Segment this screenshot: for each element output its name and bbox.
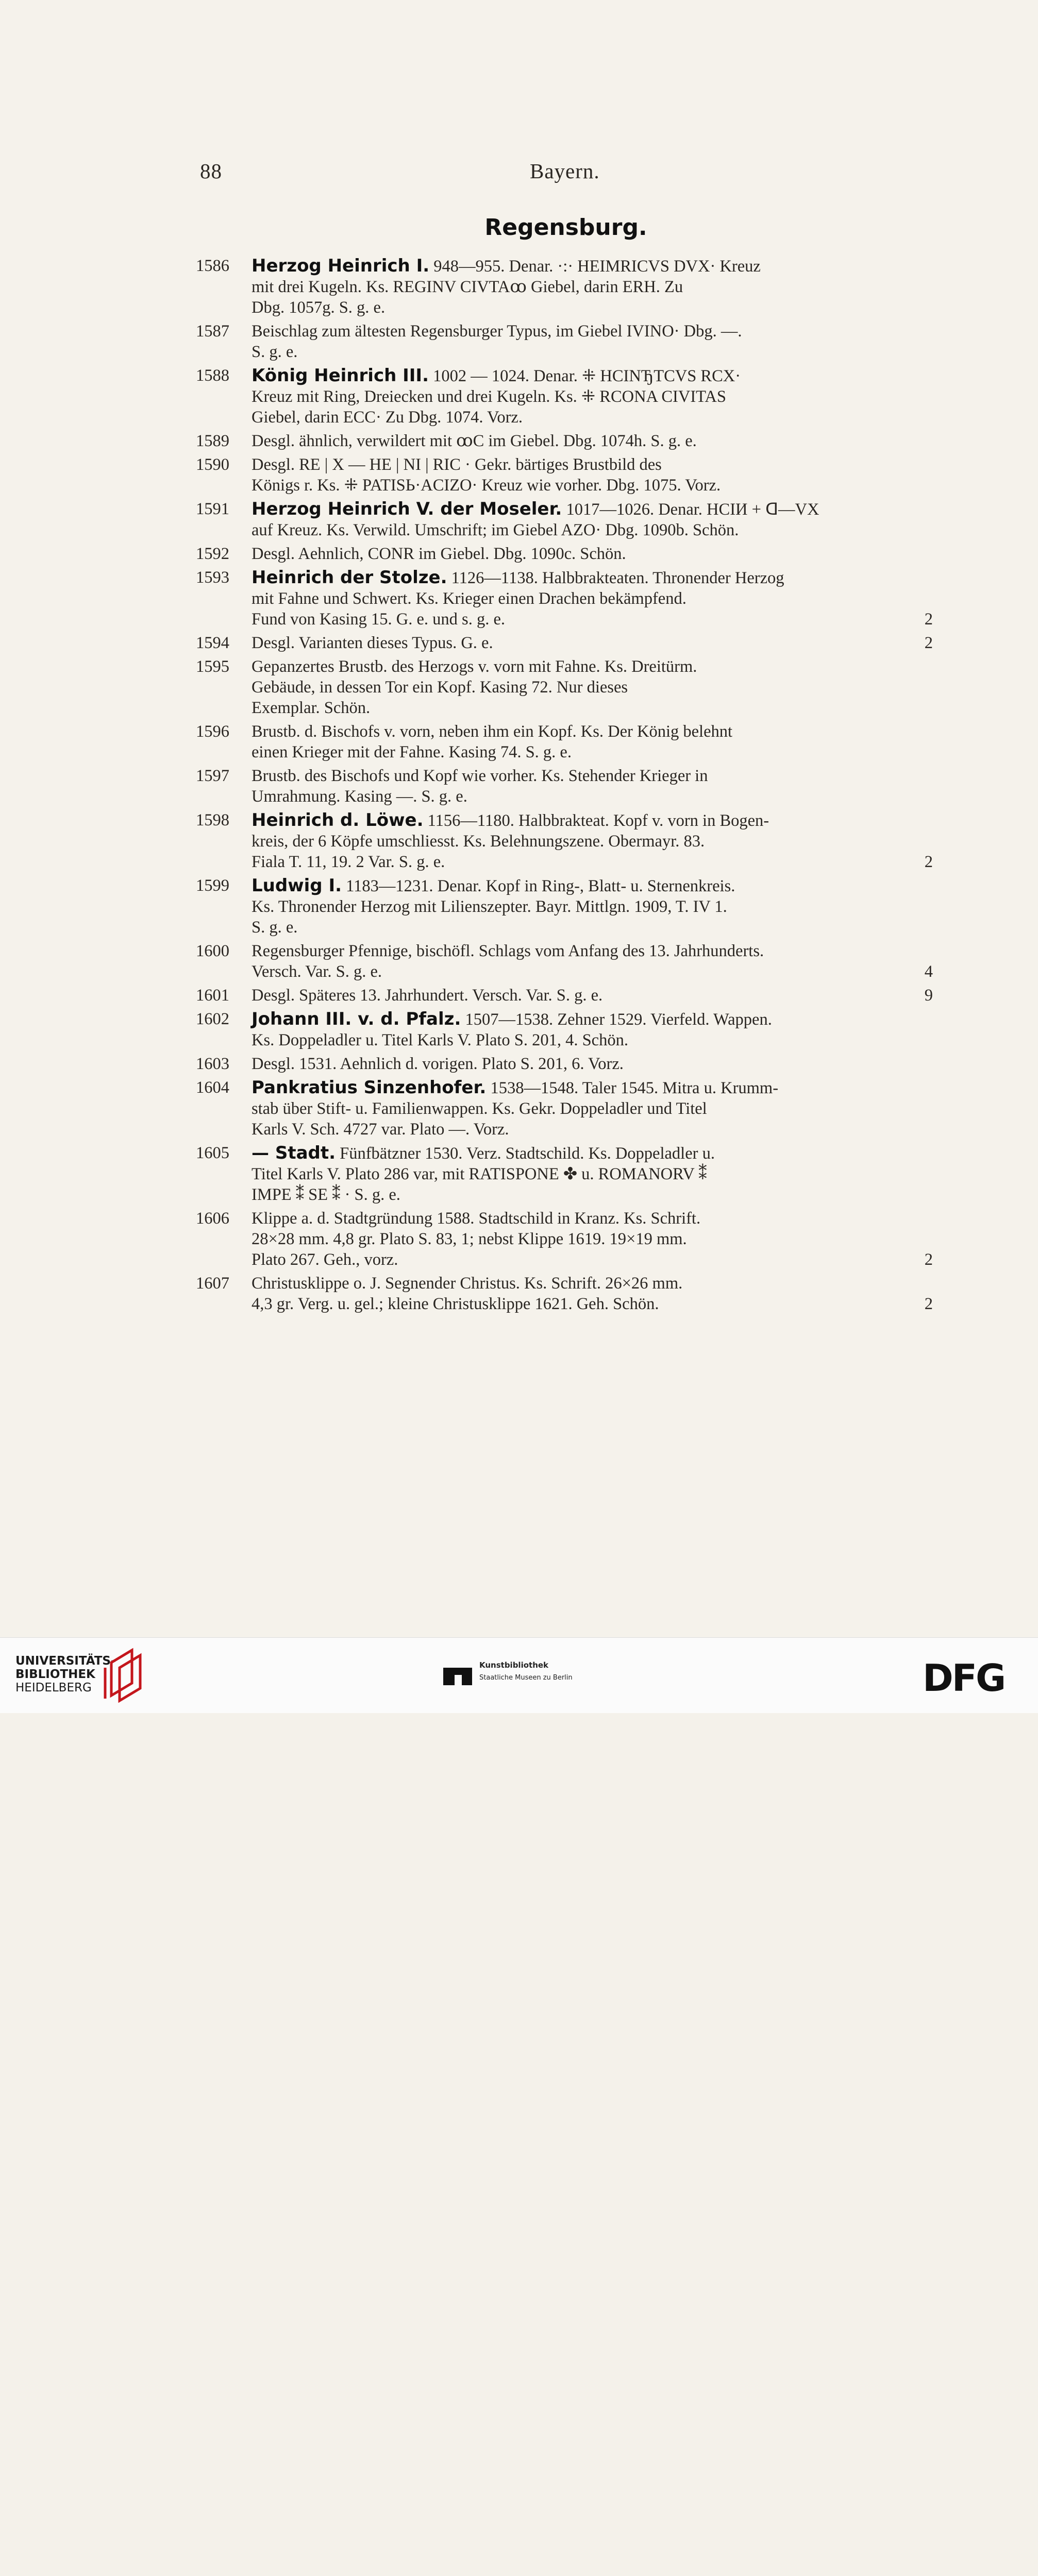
entry-line bbox=[252, 766, 933, 786]
entry-line bbox=[252, 277, 933, 297]
entry-ruler-name: Herzog Heinrich V. der Moseler. bbox=[252, 499, 562, 519]
entry-number: 1603 bbox=[196, 1055, 229, 1073]
catalogue-entry bbox=[196, 1273, 933, 1314]
entry-line bbox=[252, 677, 933, 698]
entry-quantity: 2 bbox=[924, 1250, 933, 1269]
entry-number: 1602 bbox=[196, 1010, 229, 1028]
entry-text: IMPE ⁑ SE ⁑ · S. g. e. bbox=[252, 1185, 400, 1204]
entry-line bbox=[252, 431, 933, 451]
kunstbibliothek-logo-icon bbox=[443, 1664, 472, 1688]
entry-line bbox=[252, 1119, 933, 1140]
entry-line bbox=[252, 256, 933, 277]
catalogue-entry bbox=[196, 365, 933, 428]
entry-number: 1597 bbox=[196, 767, 229, 785]
catalogue-entry bbox=[196, 766, 933, 807]
entry-text: Desgl. ähnlich, verwildert mit ꝏC im Giebel. Dbg. 1074h. S. g. e. bbox=[252, 432, 697, 450]
entry-quantity: 2 bbox=[924, 1295, 933, 1313]
entry-text: Versch. Var. S. g. e. bbox=[252, 962, 382, 981]
entry-line bbox=[252, 1229, 933, 1249]
entry-text: Giebel, darin ECC· Zu Dbg. 1074. Vorz. bbox=[252, 408, 523, 427]
catalogue-entries bbox=[196, 256, 933, 1317]
entry-line bbox=[252, 1098, 933, 1119]
catalogue-entry bbox=[196, 544, 933, 564]
catalogue-entry bbox=[196, 656, 933, 718]
entry-line bbox=[252, 985, 933, 1006]
page-number: 88 bbox=[200, 159, 222, 183]
entry-text: auf Kreuz. Ks. Verwild. Umschrift; im Giebel AZO· Dbg. 1090b. Schön. bbox=[252, 521, 739, 539]
entry-line bbox=[252, 365, 933, 386]
entry-text: Gepanzertes Brustb. des Herzogs v. vorn mit Fahne. Ks. Dreitürm. bbox=[252, 657, 697, 676]
entry-text: Brustb. des Bischofs und Kopf wie vorher. Ks. Stehender Krieger in bbox=[252, 767, 708, 785]
entry-text: Beischlag zum ältesten Regensburger Typus, im Giebel IVINO· Dbg. —. bbox=[252, 322, 742, 341]
kunstbibliothek-label bbox=[479, 1660, 573, 1682]
entry-text: Desgl. Varianten dieses Typus. G. e. bbox=[252, 634, 493, 652]
entry-text: stab über Stift- u. Familienwappen. Ks. Gekr. Doppeladler und Titel bbox=[252, 1099, 707, 1118]
entry-text: Königs r. Ks. ⁜ PATISЬ·ACIZO· Kreuz wie vorher. Dbg. 1075. Vorz. bbox=[252, 476, 721, 495]
catalogue-entry bbox=[196, 567, 933, 630]
entry-text: Fünfbätzner 1530. Verz. Stadtschild. Ks. Doppeladler u. bbox=[340, 1144, 715, 1163]
entry-text: 4,3 gr. Verg. u. gel.; kleine Christusklippe 1621. Geh. Schön. bbox=[252, 1295, 659, 1313]
entry-quantity: 9 bbox=[924, 986, 933, 1005]
entry-text: mit drei Kugeln. Ks. REGINV CIVTAꝏ Giebel, darin ERH. Zu bbox=[252, 278, 683, 296]
catalogue-entry bbox=[196, 941, 933, 982]
entry-line bbox=[252, 1249, 933, 1270]
entry-line bbox=[252, 1054, 933, 1074]
entry-line bbox=[252, 1143, 933, 1164]
entry-line bbox=[252, 1030, 933, 1050]
dfg-logo: DFG bbox=[923, 1656, 1005, 1700]
entry-text: 28×28 mm. 4,8 gr. Plato S. 83, 1; nebst Klippe 1619. 19×19 mm. bbox=[252, 1230, 687, 1248]
entry-number: 1601 bbox=[196, 986, 229, 1005]
entry-line bbox=[252, 852, 933, 872]
entry-line bbox=[252, 1208, 933, 1229]
entry-ruler-name: Johann III. v. d. Pfalz. bbox=[252, 1009, 461, 1029]
entry-ruler-name: Pankratius Sinzenhofer. bbox=[252, 1077, 487, 1098]
entry-text: mit Fahne und Schwert. Ks. Krieger einen Drachen bekämpfend. bbox=[252, 589, 687, 608]
entry-number: 1606 bbox=[196, 1209, 229, 1228]
entry-number: 1607 bbox=[196, 1274, 229, 1293]
entry-number: 1593 bbox=[196, 568, 229, 587]
entry-line bbox=[252, 917, 933, 938]
entry-text: 1017—1026. Denar. HCIИ + ᗡ—VX bbox=[566, 500, 819, 519]
entry-line bbox=[252, 1184, 933, 1205]
entry-line bbox=[252, 875, 933, 896]
entry-text: Fund von Kasing 15. G. e. und s. g. e. bbox=[252, 610, 505, 629]
catalogue-entry bbox=[196, 721, 933, 762]
entry-text: 1183—1231. Denar. Kopf in Ring-, Blatt- u. Sternenkreis. bbox=[346, 877, 735, 895]
entry-line bbox=[252, 961, 933, 982]
entry-line bbox=[252, 742, 933, 762]
library-line: BIBLIOTHEK bbox=[15, 1668, 95, 1681]
entry-line bbox=[252, 407, 933, 428]
entry-text: Kreuz mit Ring, Dreiecken und drei Kugeln. Ks. ⁜ RCONA CIVITAS bbox=[252, 387, 726, 406]
entry-text: Titel Karls V. Plato 286 var, mit RATISPONE ✤ u. ROMANORV ⁑ bbox=[252, 1165, 707, 1183]
library-line: HEIDELBERG bbox=[15, 1681, 92, 1694]
entry-line bbox=[252, 1273, 933, 1294]
entry-number: 1604 bbox=[196, 1078, 229, 1097]
entry-line bbox=[252, 544, 933, 564]
catalogue-entry bbox=[196, 321, 933, 362]
entry-number: 1596 bbox=[196, 722, 229, 741]
entry-quantity: 2 bbox=[924, 634, 933, 652]
catalogue-entry bbox=[196, 633, 933, 653]
entry-text: Gebäude, in dessen Tor ein Kopf. Kasing 72. Nur dieses bbox=[252, 678, 628, 697]
kunstbibliothek-name: Kunstbibliothek bbox=[479, 1660, 549, 1670]
entry-text: 1507—1538. Zehner 1529. Vierfeld. Wappen. bbox=[465, 1010, 772, 1029]
entry-text: Desgl. 1531. Aehnlich d. vorigen. Plato S. 201, 6. Vorz. bbox=[252, 1055, 624, 1073]
catalogue-entry bbox=[196, 1208, 933, 1270]
entry-number: 1590 bbox=[196, 455, 229, 474]
entry-ruler-name: König Heinrich III. bbox=[252, 365, 429, 386]
entry-quantity: 2 bbox=[924, 610, 933, 629]
entry-quantity: 2 bbox=[924, 853, 933, 871]
entry-text: Dbg. 1057g. S. g. e. bbox=[252, 298, 386, 317]
catalogue-entry bbox=[196, 985, 933, 1006]
entry-line bbox=[252, 609, 933, 630]
entry-text: Desgl. Aehnlich, CONR im Giebel. Dbg. 1090c. Schön. bbox=[252, 545, 626, 563]
entry-line bbox=[252, 297, 933, 318]
entry-text: Christusklippe o. J. Segnender Christus. Ks. Schrift. 26×26 mm. bbox=[252, 1274, 683, 1293]
entry-line bbox=[252, 342, 933, 362]
running-head bbox=[200, 159, 932, 190]
entry-number: 1589 bbox=[196, 432, 229, 450]
catalogue-entry bbox=[196, 1009, 933, 1050]
entry-line bbox=[252, 941, 933, 961]
entry-text: Umrahmung. Kasing —. S. g. e. bbox=[252, 787, 467, 806]
catalogue-entry bbox=[196, 875, 933, 938]
entry-ruler-name: Ludwig I. bbox=[252, 875, 342, 896]
entry-text: 1156—1180. Halbbrakteat. Kopf v. vorn in Bogen- bbox=[427, 811, 769, 830]
entry-line bbox=[252, 499, 933, 520]
entry-quantity: 4 bbox=[924, 962, 933, 981]
entry-text: 1002 — 1024. Denar. ⁜ HCINЂTCVS RCX· bbox=[433, 367, 741, 385]
entry-number: 1594 bbox=[196, 634, 229, 652]
entry-text: Fiala T. 11, 19. 2 Var. S. g. e. bbox=[252, 853, 445, 871]
entry-text: 948—955. Denar. ·:· HEIMRICVS DVX· Kreuz bbox=[433, 257, 761, 276]
entry-text: Ks. Doppeladler u. Titel Karls V. Plato S. 201, 4. Schön. bbox=[252, 1031, 628, 1049]
entry-text: einen Krieger mit der Fahne. Kasing 74. S. g. e. bbox=[252, 743, 572, 761]
entry-line bbox=[252, 475, 933, 496]
entry-line bbox=[252, 810, 933, 831]
entry-text: 1126—1138. Halbbrakteaten. Thronender Herzog bbox=[451, 569, 784, 587]
museen-name: Staatliche Museen zu Berlin bbox=[479, 1674, 573, 1682]
entry-line bbox=[252, 386, 933, 407]
entry-line bbox=[252, 520, 933, 540]
entry-number: 1588 bbox=[196, 366, 229, 385]
entry-line bbox=[252, 786, 933, 807]
catalogue-entry bbox=[196, 431, 933, 451]
entry-text: Ks. Thronender Herzog mit Lilienszepter. Bayr. Mittlgn. 1909, T. IV 1. bbox=[252, 897, 727, 916]
footer-bar bbox=[0, 1637, 1038, 1713]
entry-text: Brustb. d. Bischofs v. vorn, neben ihm ein Kopf. Ks. Der König belehnt bbox=[252, 722, 733, 741]
entry-ruler-name: Herzog Heinrich I. bbox=[252, 256, 430, 276]
entry-text: Klippe a. d. Stadtgründung 1588. Stadtschild in Kranz. Ks. Schrift. bbox=[252, 1209, 701, 1228]
entry-text: Desgl. RE | X — HE | NI | RIC · Gekr. bärtiges Brustbild des bbox=[252, 455, 662, 474]
university-library-logo-icon bbox=[101, 1647, 146, 1703]
entry-text: Karls V. Sch. 4727 var. Plato —. Vorz. bbox=[252, 1120, 509, 1139]
entry-line bbox=[252, 454, 933, 475]
catalogue-entry bbox=[196, 256, 933, 318]
entry-text: S. g. e. bbox=[252, 343, 298, 361]
entry-number: 1586 bbox=[196, 257, 229, 275]
entry-line bbox=[252, 1294, 933, 1314]
catalogue-entry bbox=[196, 1143, 933, 1205]
entry-text: Exemplar. Schön. bbox=[252, 699, 371, 717]
entry-line bbox=[252, 588, 933, 609]
entry-number: 1591 bbox=[196, 500, 229, 518]
entry-number: 1599 bbox=[196, 876, 229, 895]
entry-line bbox=[252, 1164, 933, 1184]
entry-text: Plato 267. Geh., vorz. bbox=[252, 1250, 398, 1269]
entry-text: Desgl. Späteres 13. Jahrhundert. Versch. Var. S. g. e. bbox=[252, 986, 603, 1005]
entry-line bbox=[252, 567, 933, 588]
entry-number: 1592 bbox=[196, 545, 229, 563]
entry-line bbox=[252, 633, 933, 653]
entry-line bbox=[252, 1077, 933, 1098]
catalogue-entry bbox=[196, 810, 933, 872]
entry-line bbox=[252, 698, 933, 718]
entry-line bbox=[252, 721, 933, 742]
running-head-title: Bayern. bbox=[530, 159, 600, 183]
entry-line bbox=[252, 656, 933, 677]
catalogue-entry bbox=[196, 499, 933, 540]
entry-text: kreis, der 6 Köpfe umschliesst. Ks. Belehnungszene. Obermayr. 83. bbox=[252, 832, 705, 851]
catalogue-entry bbox=[196, 1054, 933, 1074]
entry-text: 1538—1548. Taler 1545. Mitra u. Krumm- bbox=[490, 1079, 779, 1097]
catalogue-entry bbox=[196, 1077, 933, 1140]
entry-ruler-name: Heinrich d. Löwe. bbox=[252, 810, 424, 831]
entry-line bbox=[252, 831, 933, 852]
entry-number: 1600 bbox=[196, 942, 229, 960]
catalogue-entry bbox=[196, 454, 933, 496]
entry-number: 1595 bbox=[196, 657, 229, 676]
entry-line bbox=[252, 896, 933, 917]
entry-line bbox=[252, 321, 933, 342]
library-line: UNIVERSITÄTS- bbox=[15, 1654, 116, 1668]
entry-ruler-name: Heinrich der Stolze. bbox=[252, 567, 447, 588]
section-title: Regensburg. bbox=[484, 214, 647, 241]
entry-line bbox=[252, 1009, 933, 1030]
entry-number: 1605 bbox=[196, 1144, 229, 1162]
entry-text: Regensburger Pfennige, bischöfl. Schlags vom Anfang des 13. Jahrhunderts. bbox=[252, 942, 764, 960]
entry-number: 1587 bbox=[196, 322, 229, 341]
entry-ruler-name: — Stadt. bbox=[252, 1143, 336, 1163]
entry-number: 1598 bbox=[196, 811, 229, 829]
entry-text: S. g. e. bbox=[252, 918, 298, 937]
